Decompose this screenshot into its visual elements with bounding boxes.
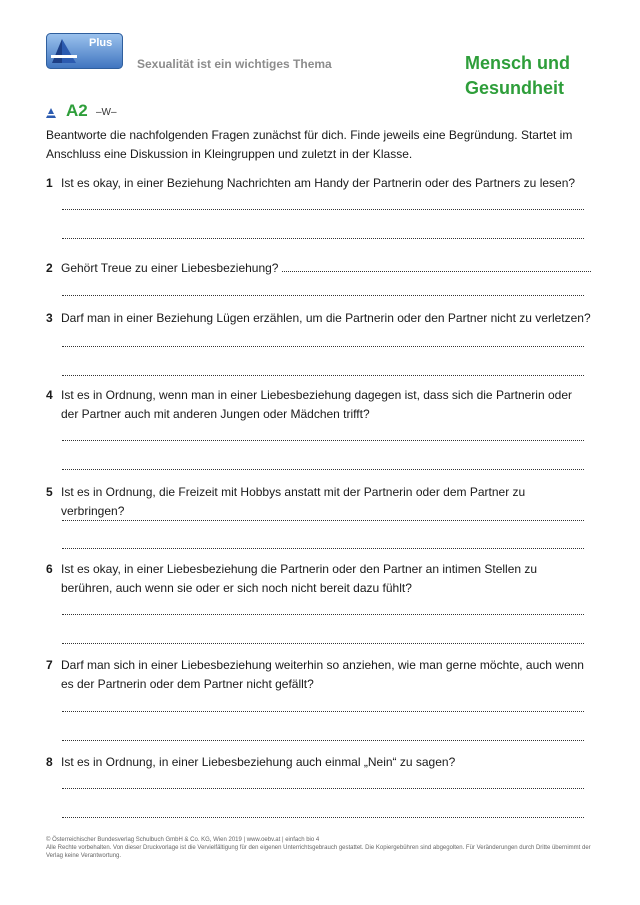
question-text: Ist es okay, in einer Liebesbeziehung die Partnerin oder den Partner an intimen Stellen zu berühren, auch wenn sie oder er sich noch nicht bereit dazu fühlt? (61, 562, 538, 595)
answer-line[interactable] (62, 740, 584, 741)
answer-line[interactable] (62, 788, 584, 789)
question-number: 7 (46, 658, 53, 672)
answer-line[interactable] (62, 614, 584, 615)
answer-line[interactable] (62, 346, 584, 347)
answer-line[interactable] (62, 295, 584, 296)
question-7 (46, 656, 591, 694)
question-2 (46, 259, 591, 278)
answer-line[interactable] (62, 711, 584, 712)
question-6 (46, 560, 591, 598)
question-number: 4 (46, 388, 53, 402)
question-text: Darf man in einer Beziehung Lügen erzählen, um die Partnerin oder den Partner nicht zu verletzen? (61, 311, 591, 325)
answer-line[interactable] (62, 375, 584, 376)
question-text: Gehört Treue zu einer Liebesbeziehung? (61, 261, 279, 275)
question-number: 5 (46, 485, 53, 499)
task-level: –W– (96, 107, 117, 118)
worksheet-subtitle: Sexualität ist ein wichtiges Thema (137, 57, 332, 71)
rights-notice: Alle Rechte vorbehalten. Von dieser Druckvorlage ist die Vervielfältigung für den eigenen Unterrichtsgebrauch gestattet. Die Kopiergebühren sind abgegolten. Für Veränderungen durch Dritte übernimmt der Verlag keine Verantwortung. (46, 845, 591, 859)
question-text: Ist es in Ordnung, wenn man in einer Liebesbeziehung dagegen ist, dass sich die Partnerin oder der Partner auch mit anderen Jungen oder Mädchen trifft? (61, 388, 572, 421)
question-text: Ist es in Ordnung, in einer Liebesbeziehung auch einmal „Nein“ zu sagen? (61, 755, 456, 769)
subject-title (465, 51, 570, 101)
answer-line[interactable] (282, 259, 591, 272)
answer-line[interactable] (62, 209, 584, 210)
question-5 (46, 483, 591, 521)
question-number: 6 (46, 562, 53, 576)
answer-line[interactable] (62, 548, 584, 549)
question-8 (46, 753, 591, 772)
answer-line[interactable] (62, 238, 584, 239)
question-4 (46, 386, 591, 424)
subject-title-line1: Mensch und (465, 53, 571, 73)
question-text: Ist es okay, in einer Beziehung Nachrichten am Handy der Partnerin oder des Partners zu lesen? (61, 176, 576, 190)
answer-line[interactable] (62, 817, 584, 818)
question-text: Darf man sich in einer Liebesbeziehung weiterhin so anziehen, wie man gerne möchte, auch wenn es der Partnerin oder dem Partner nicht gefällt? (61, 658, 584, 691)
question-number: 1 (46, 176, 53, 190)
task-id: A2 (66, 101, 88, 120)
question-3 (46, 309, 591, 328)
question-1 (46, 174, 591, 193)
task-instructions: Beantworte die nachfolgenden Fragen zunächst für dich. Finde jeweils eine Begründung. Startet im Anschluss eine Diskussion in Kleingruppen und zuletzt in der Klasse. (46, 128, 573, 161)
logo-text: Plus (89, 37, 113, 49)
copyright-line: © Österreichischer Bundesverlag Schulbuch GmbH & Co. KG, Wien 2019 | www.oebv.at | einfach bio 4 (46, 837, 320, 843)
answer-line[interactable] (62, 643, 584, 644)
question-number: 3 (46, 311, 53, 325)
answer-line[interactable] (62, 440, 584, 441)
answer-line[interactable] (62, 469, 584, 470)
subject-title-line2: Gesundheit (465, 78, 565, 98)
question-number: 8 (46, 755, 53, 769)
answer-line[interactable] (62, 520, 584, 521)
question-text: Ist es in Ordnung, die Freizeit mit Hobbys anstatt mit der Partnerin oder dem Partner zu verbringen? (61, 485, 526, 518)
question-number: 2 (46, 261, 53, 275)
task-triangle-icon (46, 108, 56, 118)
copyright-footer (46, 836, 606, 860)
